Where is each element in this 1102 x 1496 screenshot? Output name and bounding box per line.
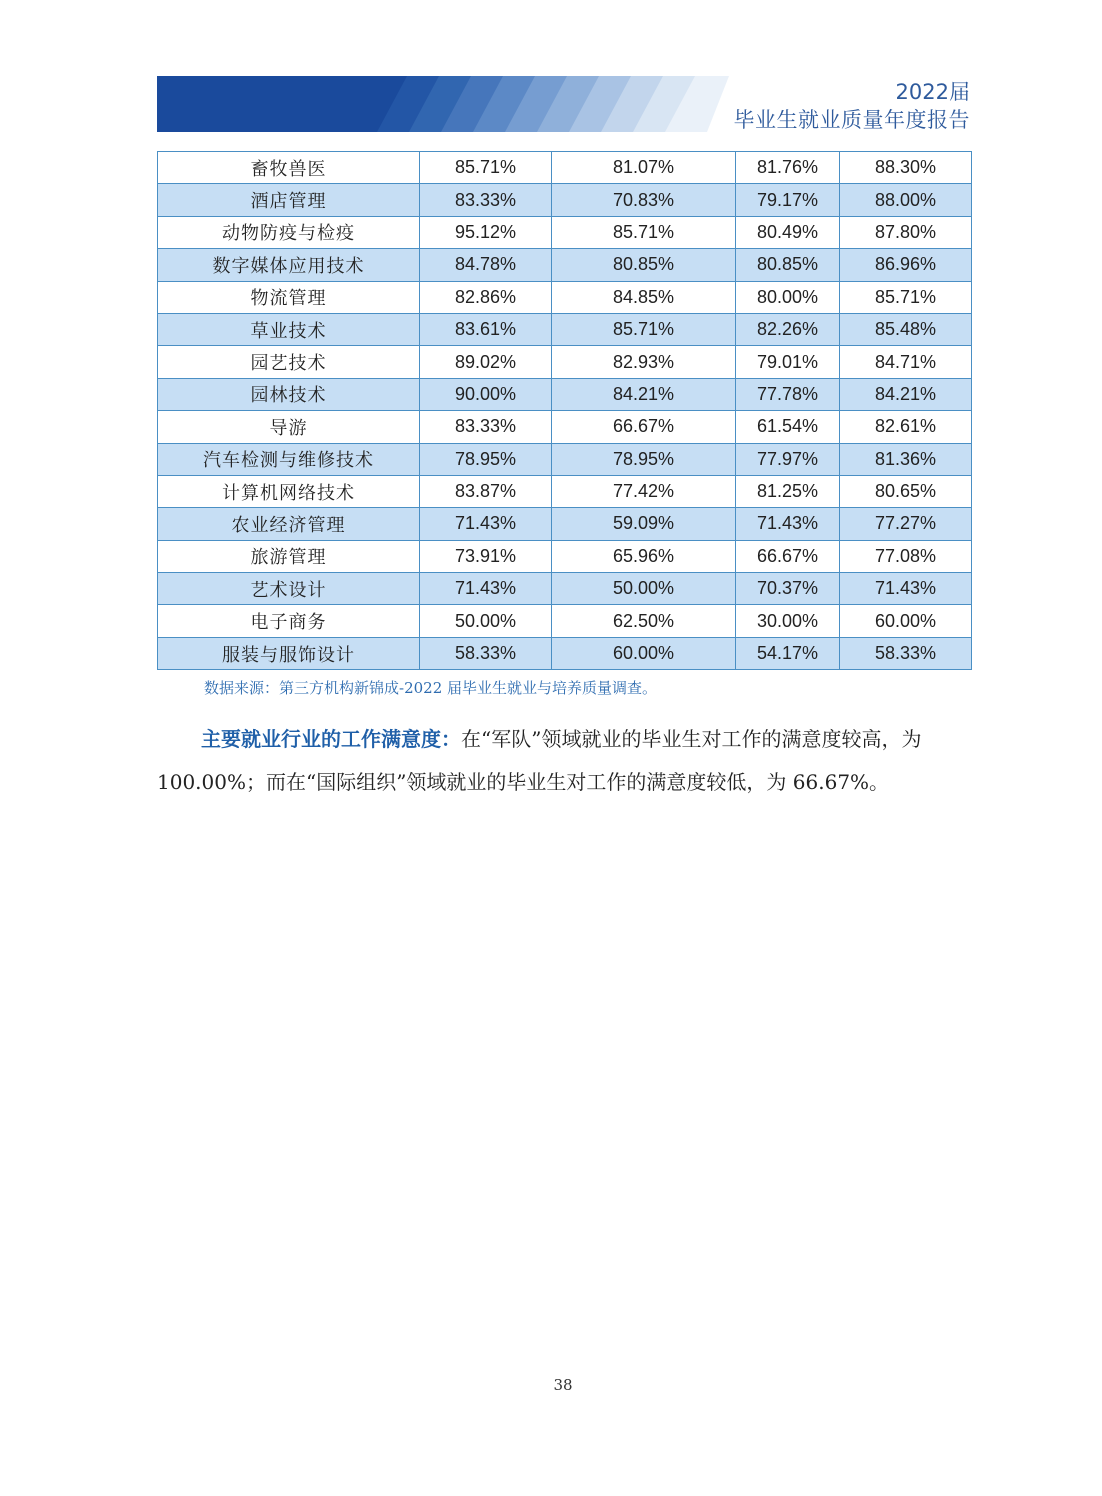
value-cell: 81.76% — [736, 152, 840, 184]
value-cell: 82.26% — [736, 313, 840, 345]
value-cell: 54.17% — [736, 637, 840, 669]
value-cell: 60.00% — [840, 605, 972, 637]
value-cell: 71.43% — [420, 508, 552, 540]
major-name: 动物防疫与检疫 — [158, 216, 420, 248]
major-name: 计算机网络技术 — [158, 475, 420, 507]
value-cell: 77.27% — [840, 508, 972, 540]
value-cell: 71.43% — [420, 573, 552, 605]
value-cell: 84.21% — [552, 378, 736, 410]
value-cell: 81.07% — [552, 152, 736, 184]
major-name: 数字媒体应用技术 — [158, 249, 420, 281]
value-cell: 80.49% — [736, 216, 840, 248]
value-cell: 77.97% — [736, 443, 840, 475]
report-title: 毕业生就业质量年度报告 — [733, 108, 970, 132]
major-name: 电子商务 — [158, 605, 420, 637]
value-cell: 83.33% — [420, 411, 552, 443]
value-cell: 86.96% — [840, 249, 972, 281]
table-row — [158, 637, 972, 669]
value-cell: 77.42% — [552, 475, 736, 507]
value-cell: 85.71% — [552, 313, 736, 345]
value-cell: 95.12% — [420, 216, 552, 248]
value-cell: 85.71% — [552, 216, 736, 248]
table-row — [158, 378, 972, 410]
major-name: 艺术设计 — [158, 573, 420, 605]
value-cell: 80.65% — [840, 475, 972, 507]
value-cell: 58.33% — [840, 637, 972, 669]
table-row — [158, 605, 972, 637]
value-cell: 82.61% — [840, 411, 972, 443]
value-cell: 84.71% — [840, 346, 972, 378]
value-cell: 81.25% — [736, 475, 840, 507]
value-cell: 87.80% — [840, 216, 972, 248]
major-name: 导游 — [158, 411, 420, 443]
value-cell: 71.43% — [736, 508, 840, 540]
major-name: 服装与服饰设计 — [158, 637, 420, 669]
value-cell: 78.95% — [420, 443, 552, 475]
page-number: 38 — [553, 1376, 573, 1394]
table-row — [158, 508, 972, 540]
value-cell: 83.33% — [420, 184, 552, 216]
table-row — [158, 346, 972, 378]
value-cell: 66.67% — [736, 540, 840, 572]
value-cell: 59.09% — [552, 508, 736, 540]
value-cell: 50.00% — [420, 605, 552, 637]
value-cell: 73.91% — [420, 540, 552, 572]
paragraph-lead: 主要就业行业的工作满意度： — [201, 727, 461, 751]
value-cell: 60.00% — [552, 637, 736, 669]
value-cell: 77.08% — [840, 540, 972, 572]
value-cell: 85.48% — [840, 313, 972, 345]
value-cell: 89.02% — [420, 346, 552, 378]
value-cell: 58.33% — [420, 637, 552, 669]
value-cell: 80.00% — [736, 281, 840, 313]
value-cell: 71.43% — [840, 573, 972, 605]
paragraph-body: 在“军队”领域就业的毕业生对工作的满意度较高，为 100.00%；而在“国际组织”领域就业的毕业生对工作的满意度较低，为 66.67%。 — [157, 727, 922, 794]
report-year: 2022届 — [895, 80, 970, 104]
major-name: 草业技术 — [158, 313, 420, 345]
table-row — [158, 573, 972, 605]
value-cell: 70.83% — [552, 184, 736, 216]
data-source-note: 数据来源：第三方机构新锦成-2022 届毕业生就业与培养质量调查。 — [204, 679, 658, 697]
header-banner — [157, 76, 737, 132]
table-row — [158, 540, 972, 572]
satisfaction-table — [157, 151, 972, 670]
value-cell: 84.85% — [552, 281, 736, 313]
table-row — [158, 249, 972, 281]
value-cell: 77.78% — [736, 378, 840, 410]
major-name: 农业经济管理 — [158, 508, 420, 540]
value-cell: 82.86% — [420, 281, 552, 313]
value-cell: 66.67% — [552, 411, 736, 443]
major-name: 园林技术 — [158, 378, 420, 410]
value-cell: 83.61% — [420, 313, 552, 345]
table-row — [158, 313, 972, 345]
major-name: 酒店管理 — [158, 184, 420, 216]
value-cell: 78.95% — [552, 443, 736, 475]
value-cell: 84.21% — [840, 378, 972, 410]
table-row — [158, 152, 972, 184]
table-row — [158, 184, 972, 216]
value-cell: 79.17% — [736, 184, 840, 216]
body-paragraph — [157, 718, 971, 804]
value-cell: 30.00% — [736, 605, 840, 637]
value-cell: 82.93% — [552, 346, 736, 378]
value-cell: 80.85% — [552, 249, 736, 281]
major-name: 畜牧兽医 — [158, 152, 420, 184]
value-cell: 83.87% — [420, 475, 552, 507]
value-cell: 81.36% — [840, 443, 972, 475]
value-cell: 62.50% — [552, 605, 736, 637]
value-cell: 85.71% — [840, 281, 972, 313]
value-cell: 90.00% — [420, 378, 552, 410]
major-name: 汽车检测与维修技术 — [158, 443, 420, 475]
value-cell: 80.85% — [736, 249, 840, 281]
value-cell: 65.96% — [552, 540, 736, 572]
value-cell: 88.30% — [840, 152, 972, 184]
table-row — [158, 475, 972, 507]
table-row — [158, 411, 972, 443]
table-row — [158, 216, 972, 248]
table-row — [158, 281, 972, 313]
value-cell: 70.37% — [736, 573, 840, 605]
value-cell: 88.00% — [840, 184, 972, 216]
value-cell: 50.00% — [552, 573, 736, 605]
value-cell: 84.78% — [420, 249, 552, 281]
table-row — [158, 443, 972, 475]
value-cell: 61.54% — [736, 411, 840, 443]
major-name: 园艺技术 — [158, 346, 420, 378]
major-name: 物流管理 — [158, 281, 420, 313]
value-cell: 79.01% — [736, 346, 840, 378]
major-name: 旅游管理 — [158, 540, 420, 572]
value-cell: 85.71% — [420, 152, 552, 184]
